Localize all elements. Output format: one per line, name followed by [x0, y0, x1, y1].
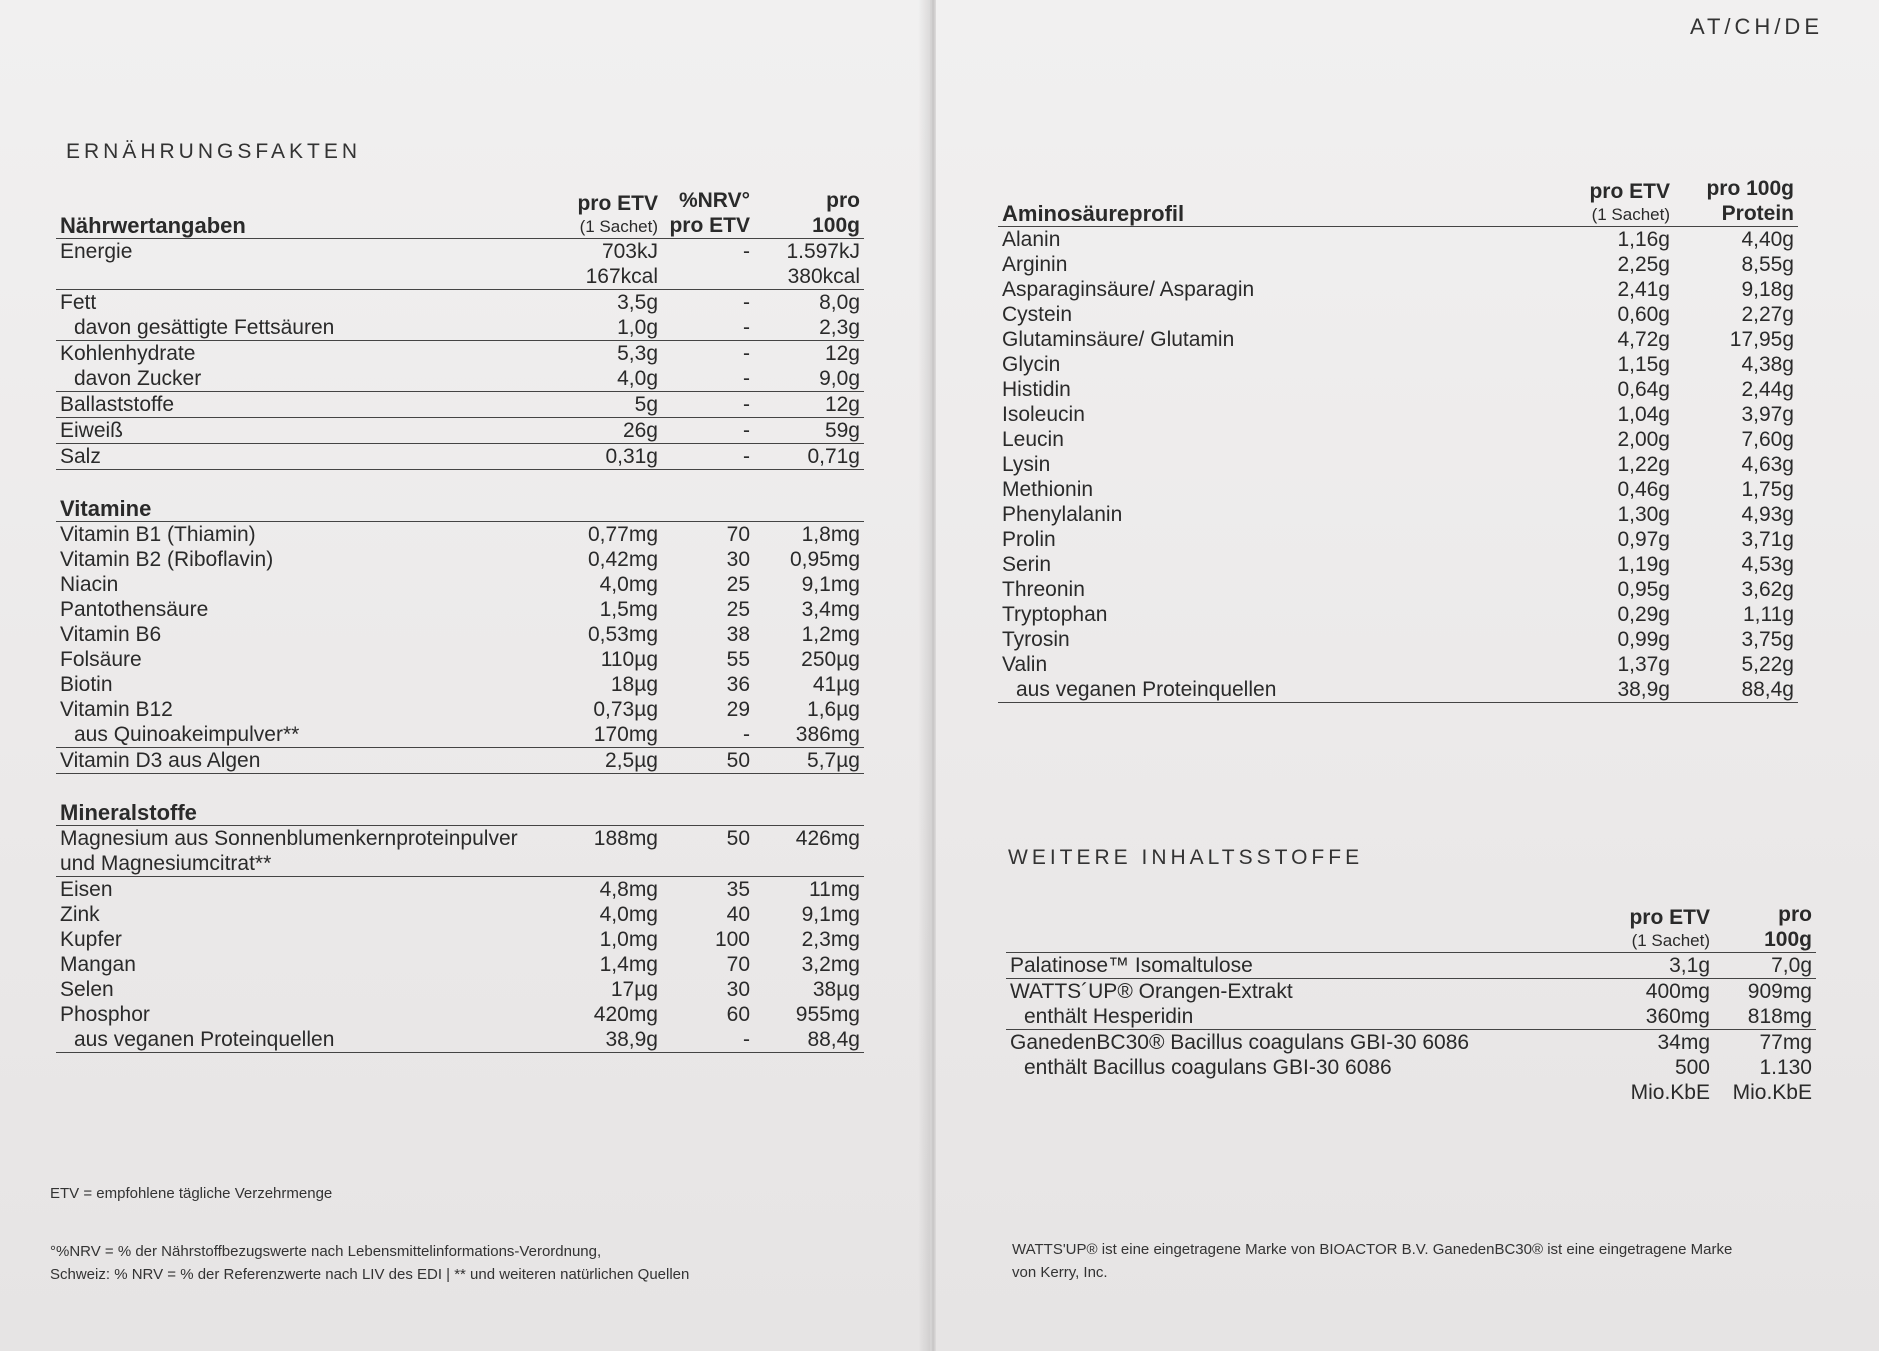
value-etv: 0,29g — [1617, 603, 1670, 626]
row-label: davon Zucker — [56, 366, 550, 392]
nutrition-row — [56, 264, 864, 290]
row-label: Eiweiß — [56, 418, 550, 444]
section-title-nutrition: ERNÄHRUNGSFAKTEN — [66, 140, 362, 163]
value-per100: 386mg — [754, 722, 864, 748]
row-label — [1006, 1080, 1604, 1105]
row-label: Cystein — [1002, 303, 1073, 326]
value-per100: 2,3g — [754, 315, 864, 341]
value-nrv: - — [662, 1027, 754, 1053]
value-per100: 2,44g — [1741, 378, 1794, 401]
value-per100: 1,11g — [1743, 603, 1794, 626]
vitamine-heading: Vitamine — [56, 470, 864, 522]
row-label: aus veganen Proteinquellen — [998, 677, 1552, 703]
col-header-nrv: %NRV° pro ETV — [662, 188, 754, 239]
row-label: Leucin — [1002, 428, 1064, 451]
mineral-rows — [56, 826, 864, 1053]
amino-row — [998, 627, 1798, 652]
row-label: Valin — [1002, 653, 1048, 676]
value-etv: 110µg — [600, 648, 658, 671]
row-label: aus veganen Proteinquellen — [56, 1027, 550, 1053]
value-per100: 818mg — [1714, 1004, 1816, 1030]
amino-table — [998, 176, 1798, 703]
value-nrv — [662, 264, 754, 290]
vitamin-row — [56, 647, 864, 672]
value-etv: 400mg — [1645, 980, 1710, 1003]
row-label: Eisen — [60, 878, 113, 901]
amino-row — [998, 602, 1798, 627]
nutrition-row — [56, 444, 864, 470]
value-per100: 8,0g — [819, 291, 860, 314]
row-label: aus Quinoakeimpulver** — [56, 722, 550, 748]
row-label: Prolin — [1002, 528, 1056, 551]
col-header-amino-100g: pro 100g Protein — [1674, 176, 1798, 227]
row-label: WATTS´UP® Orangen-Extrakt — [1010, 980, 1293, 1003]
value-per100: 909mg — [1747, 980, 1812, 1003]
amino-row — [998, 327, 1798, 352]
value-nrv: 25 — [726, 573, 750, 596]
vitamin-row — [56, 622, 864, 647]
vitamin-row — [56, 672, 864, 697]
mineral-row — [56, 1027, 864, 1053]
amino-row — [998, 552, 1798, 577]
value-etv: 167kcal — [550, 264, 662, 290]
value-etv: 4,0g — [550, 366, 662, 392]
value-per100: 9,18g — [1741, 278, 1794, 301]
vitamin-row — [56, 572, 864, 597]
value-per100: 3,71g — [1741, 528, 1794, 551]
mineral-row — [56, 952, 864, 977]
row-label: Folsäure — [60, 648, 142, 671]
value-etv: 188mg — [593, 827, 658, 850]
weitere-row — [1006, 1055, 1816, 1080]
value-etv: 3,5g — [617, 291, 658, 314]
vitamin-row — [56, 722, 864, 748]
row-label: Phenylalanin — [1002, 503, 1123, 526]
value-etv: 2,00g — [1617, 428, 1670, 451]
row-label: Isoleucin — [1002, 403, 1085, 426]
value-nrv: 60 — [726, 1003, 750, 1026]
value-etv: 1,5mg — [599, 598, 658, 621]
value-etv: 1,22g — [1617, 453, 1670, 476]
nutrition-row — [56, 341, 864, 366]
amino-row — [998, 352, 1798, 377]
value-etv: 0,73µg — [593, 698, 658, 721]
section-title-weitere: WEITERE INHALTSSTOFFE — [1008, 846, 1364, 869]
value-per100: 11mg — [809, 878, 860, 901]
value-etv: 1,0g — [550, 315, 662, 341]
weitere-table — [1006, 902, 1816, 1105]
value-etv: 0,95g — [1617, 578, 1670, 601]
row-label: Vitamin D3 aus Algen — [56, 748, 550, 774]
weitere-row — [1006, 1030, 1816, 1055]
row-label: Methionin — [1002, 478, 1094, 501]
mineral-heading: Mineralstoffe — [56, 774, 864, 826]
value-per100: 9,1mg — [801, 903, 860, 926]
value-per100: 88,4g — [1674, 677, 1798, 703]
value-etv: 1,30g — [1617, 503, 1670, 526]
footnote-trademarks: WATTS'UP® ist eine eingetragene Marke von BIOACTOR B.V. GanedenBC30® ist eine eingetragene Marke von Kerry, Inc. — [1012, 1241, 1733, 1281]
row-label: und Magnesiumcitrat** — [56, 851, 550, 877]
value-per100: 3,62g — [1741, 578, 1794, 601]
row-label: Vitamin B1 (Thiamin) — [60, 523, 256, 546]
value-nrv: - — [743, 240, 750, 263]
value-etv: 5g — [550, 392, 662, 418]
value-nrv: 25 — [726, 598, 750, 621]
value-nrv: 70 — [726, 953, 750, 976]
value-etv: 1,4mg — [599, 953, 658, 976]
amino-row — [998, 402, 1798, 427]
row-label: Biotin — [60, 673, 113, 696]
value-etv: 500 — [1674, 1056, 1710, 1079]
value-per100: 77mg — [1759, 1031, 1812, 1054]
value-per100: 7,0g — [1714, 953, 1816, 979]
mineral-row — [56, 927, 864, 952]
mineral-row — [56, 902, 864, 927]
left-page — [0, 0, 930, 1351]
value-per100: 12g — [824, 342, 860, 365]
value-per100: 1,8mg — [801, 523, 860, 546]
value-etv: 703kJ — [601, 240, 658, 263]
value-per100: 4,38g — [1741, 353, 1794, 376]
value-nrv: 30 — [726, 548, 750, 571]
value-nrv: - — [662, 392, 754, 418]
mineral-row — [56, 877, 864, 902]
value-nrv — [662, 851, 754, 877]
value-nrv: - — [743, 342, 750, 365]
value-etv: 1,16g — [1617, 228, 1670, 251]
value-etv: 360mg — [1604, 1004, 1714, 1030]
row-label: Serin — [1002, 553, 1052, 576]
nutrition-row — [56, 366, 864, 392]
value-per100: 4,93g — [1741, 503, 1794, 526]
row-label: Arginin — [1002, 253, 1068, 276]
value-etv: 4,72g — [1617, 328, 1670, 351]
amino-row — [998, 677, 1798, 703]
row-label: Mangan — [60, 953, 136, 976]
row-label: Niacin — [60, 573, 119, 596]
vitamin-row — [56, 748, 864, 774]
nutrition-table — [56, 188, 864, 1053]
weitere-row — [1006, 1080, 1816, 1105]
value-etv: 420mg — [593, 1003, 658, 1026]
value-etv: 4,8mg — [599, 878, 658, 901]
row-label: Kupfer — [60, 928, 122, 951]
value-per100: 380kcal — [754, 264, 864, 290]
nutrition-row — [56, 418, 864, 444]
row-label: Tryptophan — [1002, 603, 1108, 626]
value-per100 — [754, 851, 864, 877]
row-label: Selen — [60, 978, 114, 1001]
value-per100: 41µg — [812, 673, 860, 696]
value-etv: 2,25g — [1617, 253, 1670, 276]
value-nrv: - — [662, 418, 754, 444]
value-etv: Mio.KbE — [1630, 1081, 1710, 1104]
row-label: GanedenBC30® Bacillus coagulans GBI-30 6086 — [1010, 1031, 1470, 1054]
value-nrv: 29 — [726, 698, 750, 721]
row-label: enthält Hesperidin — [1006, 1004, 1604, 1030]
nutrition-row — [56, 290, 864, 315]
row-label: Asparaginsäure/ Asparagin — [1002, 278, 1255, 301]
amino-row — [998, 527, 1798, 552]
row-label: Energie — [60, 240, 133, 263]
row-label: davon gesättigte Fettsäuren — [56, 315, 550, 341]
row-label: Phosphor — [60, 1003, 150, 1026]
value-etv: 18µg — [610, 673, 658, 696]
amino-row — [998, 277, 1798, 302]
value-per100: 1.130 — [1759, 1056, 1812, 1079]
value-per100: 3,97g — [1741, 403, 1794, 426]
value-nrv: - — [743, 291, 750, 314]
value-per100: 38µg — [812, 978, 860, 1001]
mineral-row — [56, 1002, 864, 1027]
nutrition-row — [56, 239, 864, 264]
col-header-100g: pro 100g — [754, 188, 864, 239]
value-etv: 0,99g — [1617, 628, 1670, 651]
value-per100: 7,60g — [1741, 428, 1794, 451]
amino-row — [998, 252, 1798, 277]
value-per100: 250µg — [801, 648, 860, 671]
value-nrv: 36 — [726, 673, 750, 696]
footnote-etv: ETV = empfohlene tägliche Verzehrmenge — [50, 1185, 333, 1202]
value-per100: 2,3mg — [801, 928, 860, 951]
row-label: Zink — [60, 903, 100, 926]
vitamin-row — [56, 597, 864, 622]
vitamin-row — [56, 547, 864, 572]
value-etv: 5,3g — [617, 342, 658, 365]
value-etv: 4,0mg — [599, 903, 658, 926]
value-etv: 1,37g — [1617, 653, 1670, 676]
value-etv: 2,5µg — [550, 748, 662, 774]
value-per100: 12g — [754, 392, 864, 418]
value-etv: 170mg — [550, 722, 662, 748]
amino-row — [998, 477, 1798, 502]
value-per100: 1,2mg — [801, 623, 860, 646]
value-per100: 2,27g — [1741, 303, 1794, 326]
row-label: Salz — [56, 444, 550, 470]
row-label: Fett — [60, 291, 97, 314]
region-label: AT/CH/DE — [1689, 14, 1823, 39]
mineral-row — [56, 826, 864, 851]
value-per100: 1.597kJ — [786, 240, 860, 263]
value-etv: 2,41g — [1617, 278, 1670, 301]
row-label: enthält Bacillus coagulans GBI-30 6086 — [1024, 1056, 1392, 1079]
col-header-etv: pro ETV (1 Sachet) — [550, 188, 662, 239]
value-nrv: - — [662, 444, 754, 470]
col-header-naehrwert: Nährwertangaben — [56, 188, 550, 239]
mineral-row — [56, 977, 864, 1002]
col-header-amino-etv: pro ETV (1 Sachet) — [1552, 176, 1674, 227]
value-per100: 955mg — [795, 1003, 860, 1026]
value-etv: 1,0mg — [599, 928, 658, 951]
value-per100: Mio.KbE — [1732, 1081, 1812, 1104]
row-label: Pantothensäure — [60, 598, 209, 621]
value-per100: 4,53g — [1741, 553, 1794, 576]
value-per100: 1,6µg — [807, 698, 860, 721]
amino-row — [998, 502, 1798, 527]
value-etv: 1,04g — [1617, 403, 1670, 426]
row-label: Kohlenhydrate — [60, 342, 196, 365]
row-label: Vitamin B2 (Riboflavin) — [60, 548, 274, 571]
weitere-row — [1006, 953, 1816, 979]
value-etv: 38,9g — [1552, 677, 1674, 703]
row-label: Ballaststoffe — [56, 392, 550, 418]
vitamin-rows — [56, 522, 864, 774]
value-etv: 34mg — [1657, 1031, 1710, 1054]
amino-row — [998, 427, 1798, 452]
value-per100: 3,2mg — [801, 953, 860, 976]
vitamin-row — [56, 697, 864, 722]
value-per100: 0,95mg — [789, 548, 860, 571]
amino-row — [998, 452, 1798, 477]
row-label: Glutaminsäure/ Glutamin — [1002, 328, 1235, 351]
value-etv: 0,46g — [1617, 478, 1670, 501]
mineral-row — [56, 851, 864, 877]
value-etv: 0,31g — [550, 444, 662, 470]
value-nrv: 55 — [726, 648, 750, 671]
value-etv: 0,77mg — [587, 523, 658, 546]
value-nrv: 50 — [662, 748, 754, 774]
value-per100: 8,55g — [1741, 253, 1794, 276]
right-page — [936, 0, 1879, 1351]
value-nrv: 40 — [726, 903, 750, 926]
value-nrv: 38 — [726, 623, 750, 646]
value-per100: 59g — [754, 418, 864, 444]
value-per100: 4,63g — [1741, 453, 1794, 476]
row-label: Vitamin B12 — [60, 698, 173, 721]
value-etv: 0,60g — [1617, 303, 1670, 326]
value-etv: 3,1g — [1604, 953, 1714, 979]
value-etv: 1,15g — [1617, 353, 1670, 376]
amino-row — [998, 652, 1798, 677]
row-label: Alanin — [1002, 228, 1061, 251]
value-etv: 4,0mg — [599, 573, 658, 596]
amino-row — [998, 377, 1798, 402]
value-etv: 0,53mg — [587, 623, 658, 646]
amino-rows — [998, 227, 1798, 703]
value-nrv: 100 — [714, 928, 750, 951]
weitere-row — [1006, 979, 1816, 1004]
row-label: Tyrosin — [1002, 628, 1070, 651]
value-per100: 17,95g — [1729, 328, 1794, 351]
row-label: Magnesium aus Sonnenblumenkernproteinpulver — [60, 827, 518, 850]
value-nrv: 50 — [726, 827, 750, 850]
value-etv: 17µg — [610, 978, 658, 1001]
row-label: Vitamin B6 — [60, 623, 162, 646]
value-etv: 26g — [550, 418, 662, 444]
col-header-weitere-100g: pro 100g — [1714, 902, 1816, 953]
value-nrv: - — [662, 315, 754, 341]
nutrition-row — [56, 392, 864, 418]
footnote-nrv: °%NRV = % der Nährstoffbezugswerte nach Lebensmittelinformations-Verordnung, Schweiz: % NRV = % der Referenzwerte nach LIV des EDI | ** und weiteren natürlichen Quellen — [50, 1243, 690, 1283]
row-label — [56, 264, 550, 290]
value-nrv: 35 — [726, 878, 750, 901]
value-per100: 9,1mg — [801, 573, 860, 596]
weitere-rows — [1006, 953, 1816, 1105]
amino-row — [998, 227, 1798, 252]
row-label: Histidin — [1002, 378, 1071, 401]
value-per100: 0,71g — [754, 444, 864, 470]
row-label: Glycin — [1002, 353, 1061, 376]
value-per100: 3,75g — [1741, 628, 1794, 651]
value-per100: 1,75g — [1741, 478, 1794, 501]
amino-row — [998, 302, 1798, 327]
row-label: Palatinose™ Isomaltulose — [1006, 953, 1604, 979]
vitamin-row — [56, 522, 864, 547]
value-etv: 0,64g — [1617, 378, 1670, 401]
value-nrv: - — [662, 366, 754, 392]
value-nrv: 30 — [726, 978, 750, 1001]
col-header-weitere-etv: pro ETV (1 Sachet) — [1604, 902, 1714, 953]
value-per100: 426mg — [795, 827, 860, 850]
weitere-row — [1006, 1004, 1816, 1030]
value-per100: 5,7µg — [754, 748, 864, 774]
value-etv: 38,9g — [550, 1027, 662, 1053]
value-nrv: 70 — [726, 523, 750, 546]
amino-row — [998, 577, 1798, 602]
value-per100: 9,0g — [754, 366, 864, 392]
value-per100: 4,40g — [1741, 228, 1794, 251]
value-etv: 0,42mg — [587, 548, 658, 571]
value-per100: 3,4mg — [801, 598, 860, 621]
row-label: Lysin — [1002, 453, 1051, 476]
value-etv: 1,19g — [1617, 553, 1670, 576]
row-label: Threonin — [1002, 578, 1085, 601]
nutrition-row — [56, 315, 864, 341]
value-per100: 88,4g — [754, 1027, 864, 1053]
value-etv — [550, 851, 662, 877]
value-nrv: - — [662, 722, 754, 748]
value-per100: 5,22g — [1741, 653, 1794, 676]
col-header-amino: Aminosäureprofil — [998, 176, 1552, 227]
value-etv: 0,97g — [1617, 528, 1670, 551]
nutrition-rows — [56, 239, 864, 470]
